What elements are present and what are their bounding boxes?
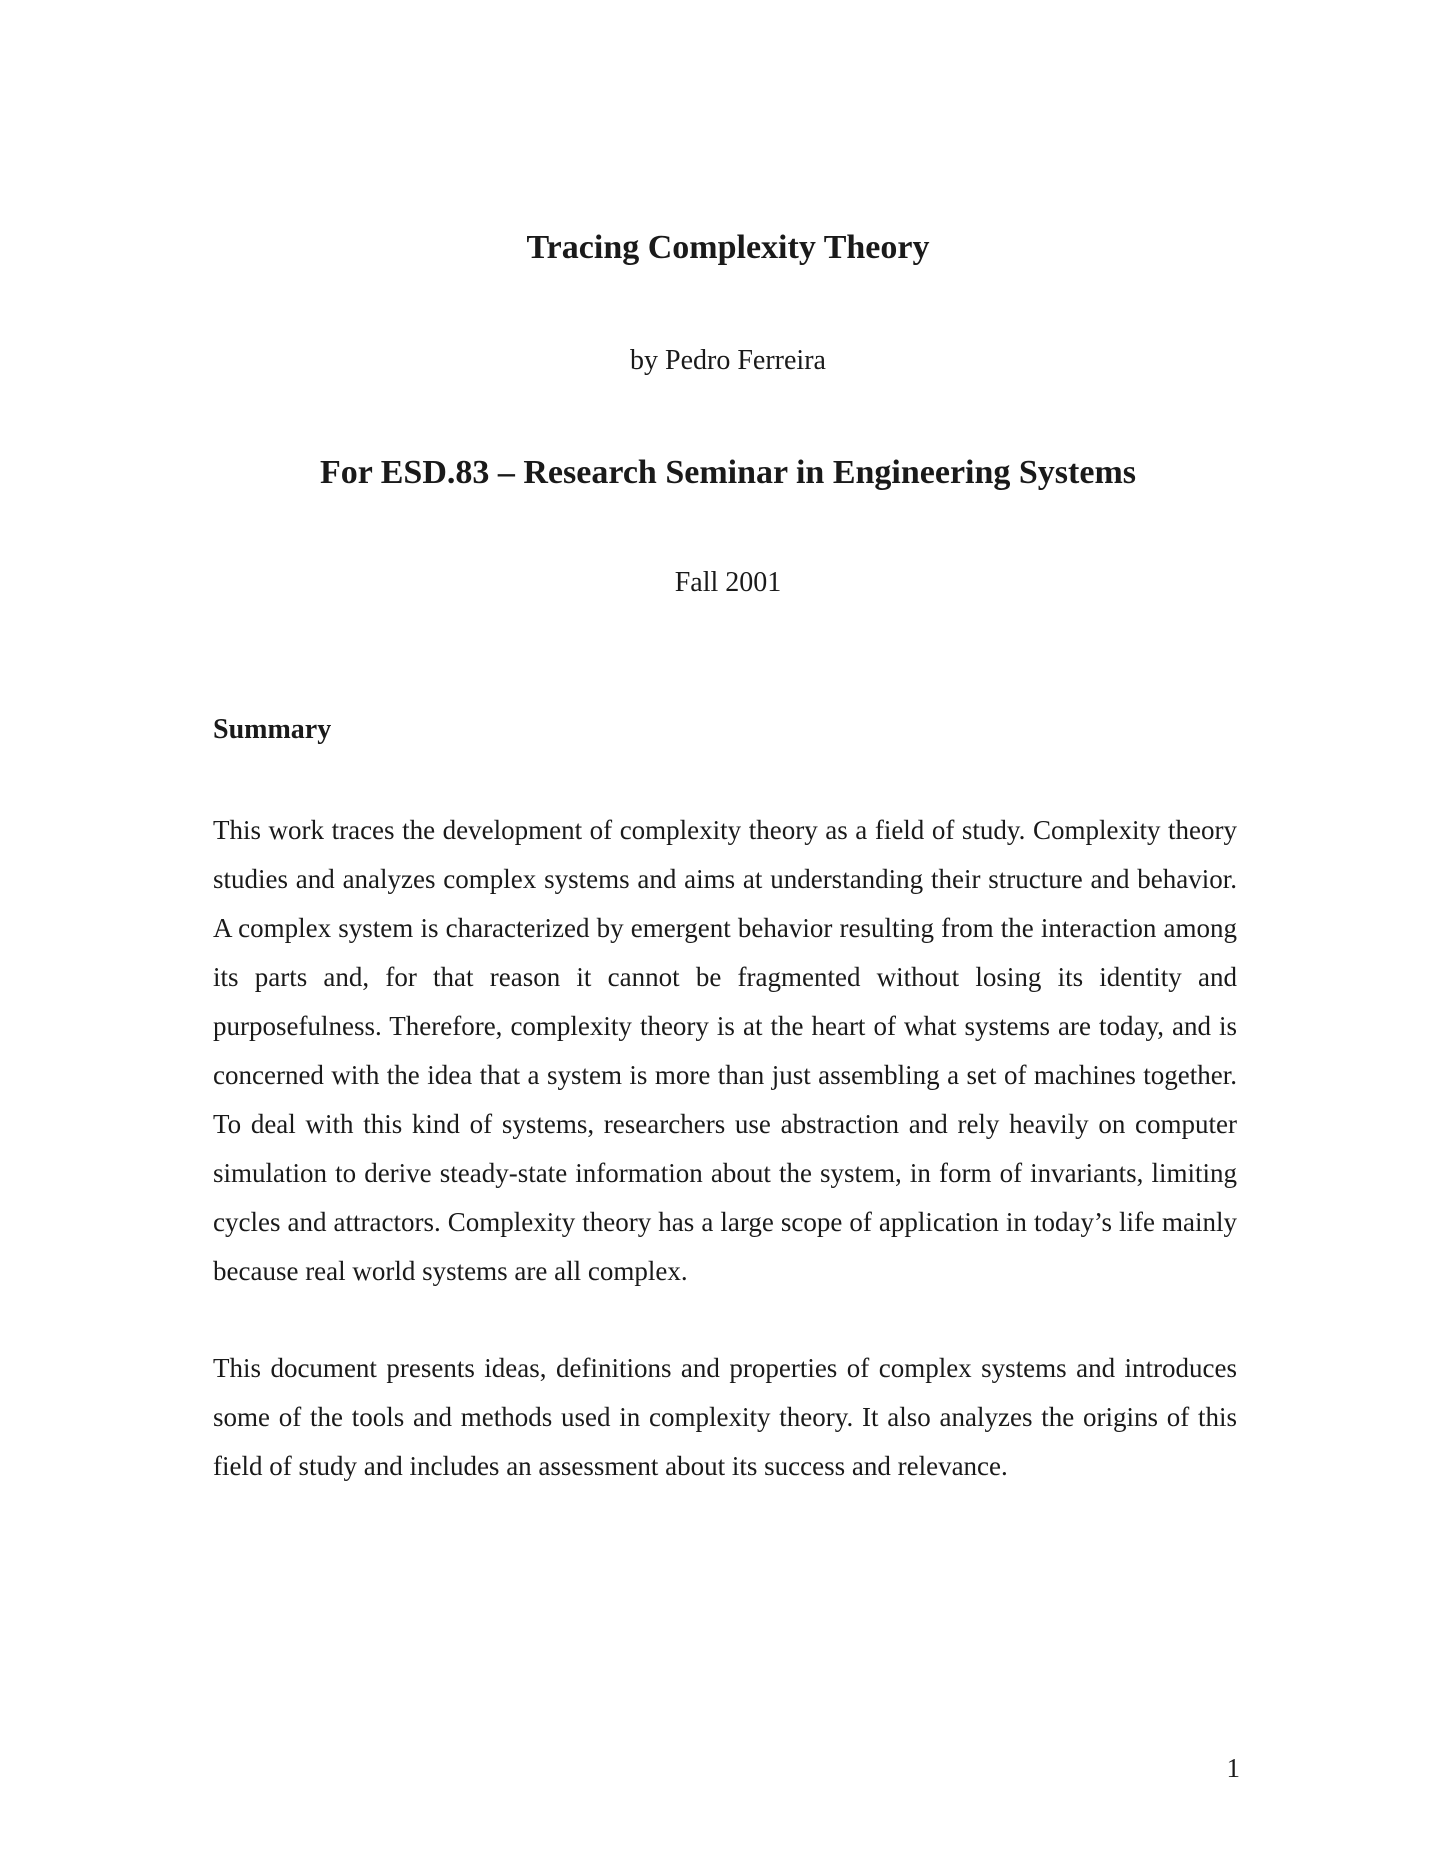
document-title: Tracing Complexity Theory <box>526 229 930 266</box>
term-line: Fall 2001 <box>674 567 782 598</box>
author-line: by Pedro Ferreira <box>630 345 826 376</box>
summary-heading: Summary <box>213 714 332 745</box>
page-number: 1 <box>1226 1753 1240 1783</box>
course-title: For ESD.83 – Research Seminar in Engineering Systems <box>319 454 1137 491</box>
summary-paragraph: This work traces the development of complexity theory as a field of study. Complexity theory studies and analyzes complex systems and aims at understanding their structure and behavior. A complex system is characterized by emergent behavior resulting from the interaction among its parts and, for that reason it cannot be fragmented without losing its identity and purposefulness. Therefore, complexity theory is at the heart of what systems are today, and is concerned with the idea that a system is more than just assembling a set of machines together. To deal with this kind of systems, researchers use abstraction and rely heavily on computer simulation to derive steady-state information about the system, in form of invariants, limiting cycles and attractors. Complexity theory has a large scope of application in today’s life mainly because real world systems are all complex. <box>213 815 1237 1286</box>
summary-paragraph: This document presents ideas, definitions and properties of complex systems and introduces some of the tools and methods used in complexity theory. It also analyzes the origins of this field of study and includes an assessment about its success and relevance. <box>213 1353 1237 1481</box>
